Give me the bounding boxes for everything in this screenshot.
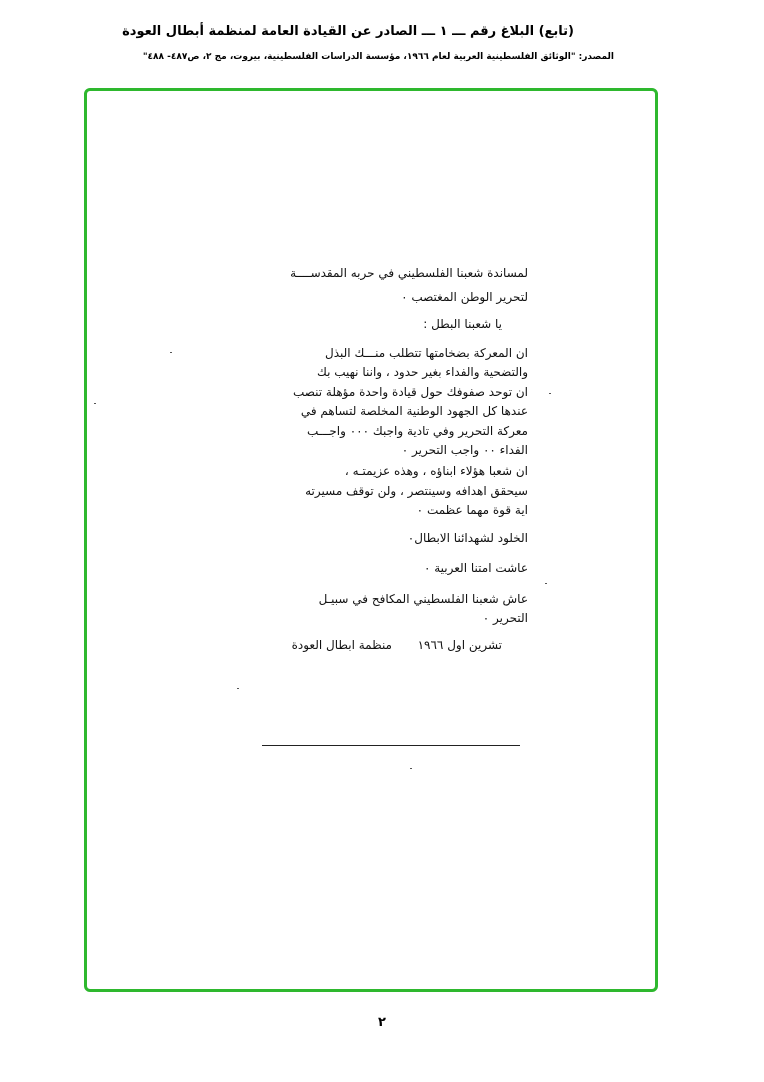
paragraph-1-line: الفداء ٠٠ واجب التحرير ٠ <box>401 443 528 457</box>
paragraph-1-line: ان توحد صفوفك حول قيادة واحدة مؤهلة تنصب <box>292 385 528 399</box>
salutation: يا شعبنا البطل : <box>423 317 502 331</box>
document-date: تشرين اول ١٩٦٦ <box>417 638 502 652</box>
intro-line-2: لتحرير الوطن المغتصب ٠ <box>401 290 528 304</box>
paragraph-1-line: والتضحية والفداء بغير حدود ، واننا نهيب بك <box>316 365 528 379</box>
slogan-people-line-2: التحرير ٠ <box>482 611 528 625</box>
slogan-people-line-1: عاش شعبنا الفلسطيني المكافح في سبيـل <box>318 592 528 606</box>
header-source: المصدر: "الوثائق الفلسطينية العربية لعام ١٩٦٦، مؤسسة الدراسات الفلسطينية، بيروت، مج ٢، ص٤٨٧- ٤٨٨" <box>142 52 614 62</box>
scan-speck <box>549 393 551 394</box>
intro-line-1: لمساندة شعبنا الفلسطيني في حربه المقدســــة <box>290 266 528 280</box>
scan-speck <box>94 403 96 404</box>
scan-speck <box>545 583 547 584</box>
paragraph-2-line: سيحقق اهدافه وسينتصر ، ولن توقف مسيرته <box>305 484 528 498</box>
page-number: ٢ <box>378 1015 386 1030</box>
signature: منظمة ابطال العودة <box>291 638 392 652</box>
horizontal-rule <box>262 745 520 746</box>
slogan-martyrs: الخلود لشهدائنا الابطال٠ <box>407 531 528 545</box>
paragraph-1-line: ان المعركة بضخامتها تتطلب منـــك البذل <box>325 346 528 360</box>
slogan-nation: عاشت امتنا العربية ٠ <box>423 561 528 575</box>
scan-speck <box>410 768 412 769</box>
scan-speck <box>237 688 239 689</box>
paragraph-2-line: اية قوة مهما عظمت ٠ <box>416 503 528 517</box>
scan-speck <box>170 352 172 353</box>
header-title: (تابع) البلاغ رقم ـــ ١ ـــ الصادر عن القيادة العامة لمنظمة أبطال العودة <box>122 24 574 39</box>
paragraph-1-line: معركة التحرير وفي تادية واجبك ٠٠٠ واجـــب <box>307 424 528 438</box>
paragraph-1-line: عندها كل الجهود الوطنية المخلصة لتساهم في <box>300 404 528 418</box>
document-frame <box>84 88 658 992</box>
paragraph-2-line: ان شعبا هؤلاء ابناؤه ، وهذه عزيمتـه ، <box>344 464 528 478</box>
